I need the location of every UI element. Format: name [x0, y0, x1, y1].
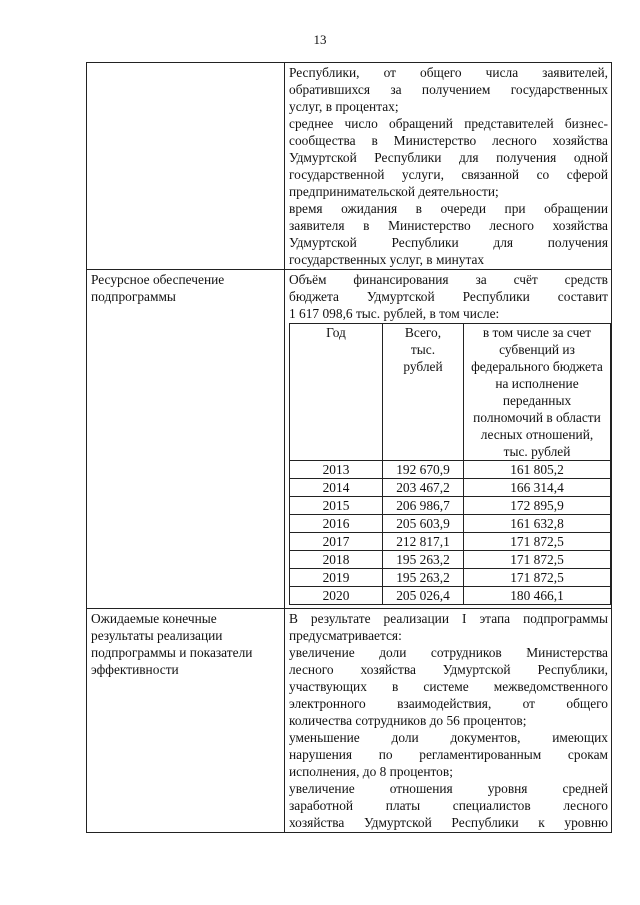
row-indicators — [87, 63, 612, 270]
row-results — [87, 609, 612, 833]
row-resources — [87, 270, 612, 609]
header-subvention — [464, 324, 611, 461]
financing-header-row — [290, 324, 611, 461]
cell-subvention: 180 466,1 — [464, 587, 611, 605]
cell-year: 2017 — [290, 533, 383, 551]
text-line: уменьшение доли документов, имеющих — [289, 730, 608, 745]
cell-year: 2015 — [290, 497, 383, 515]
text-line: государственных услуг, в минутах — [289, 252, 485, 267]
label-line: Ресурсное обеспечение — [91, 272, 225, 287]
cell-year: 2014 — [290, 479, 383, 497]
header-line: переданных — [502, 393, 572, 408]
cell-total: 205 603,9 — [383, 515, 464, 533]
header-line: федерального бюджета — [471, 359, 603, 374]
text-line: заявителя в Министерство лесного хозяйства — [289, 218, 608, 233]
text-line: Объём финансирования за счёт средств — [289, 272, 608, 287]
cell-subvention: 171 872,5 — [464, 569, 611, 587]
text-line: электронного взаимодействия, от общего — [289, 696, 608, 711]
header-line: лесных отношений, — [480, 427, 594, 442]
text-line: Республики, от общего числа заявителей, — [289, 65, 608, 80]
text-line: Удмуртской Республики для получения — [289, 235, 608, 250]
header-line: на исполнение — [495, 376, 579, 391]
cell-subvention: 161 632,8 — [464, 515, 611, 533]
text-line: хозяйства Удмуртской Республики к уровню — [289, 815, 608, 830]
financing-table — [289, 323, 611, 605]
cell-subvention: 171 872,5 — [464, 533, 611, 551]
header-line: полномочий в области — [473, 410, 601, 425]
text-line: услуг, в процентах; — [289, 99, 399, 114]
cell-total: 205 026,4 — [383, 587, 464, 605]
header-line: тыс. — [410, 342, 436, 357]
text-line: время ожидания в очереди при обращении — [289, 201, 608, 216]
text-line: исполнения, до 8 процентов; — [289, 764, 453, 779]
table-row — [290, 461, 611, 479]
cell-year: 2016 — [290, 515, 383, 533]
table-row — [290, 497, 611, 515]
text-line: государственной услуги, связанной со сферой — [289, 167, 608, 182]
passport-table — [86, 62, 612, 833]
cell-total: 212 817,1 — [383, 533, 464, 551]
label-line: подпрограммы и показатели — [91, 645, 253, 660]
cell-year: 2018 — [290, 551, 383, 569]
text-line: среднее число обращений представителей бизнес- — [289, 116, 608, 131]
cell-year: 2020 — [290, 587, 383, 605]
text-line: В результате реализации I этапа подпрограммы — [289, 611, 608, 626]
cell-subvention: 166 314,4 — [464, 479, 611, 497]
cell-year: 2013 — [290, 461, 383, 479]
header-line: Год — [326, 325, 346, 340]
table-row — [290, 479, 611, 497]
cell-year: 2019 — [290, 569, 383, 587]
text-line: бюджета Удмуртской Республики составит — [289, 289, 608, 304]
page-number: 13 — [313, 32, 327, 47]
text-line: 1 617 098,6 тыс. рублей, в том числе: — [289, 306, 500, 321]
financing-intro — [289, 271, 608, 322]
label-line: Ожидаемые конечные — [91, 611, 217, 626]
header-line: Всего, — [404, 325, 442, 340]
row-resources-content — [285, 270, 612, 609]
text-line: лесного хозяйства Удмуртской Республики, — [289, 662, 608, 677]
header-line: рублей — [403, 359, 443, 374]
header-line: субвенций из — [499, 342, 575, 357]
text-line: увеличение отношения уровня средней — [289, 781, 608, 796]
cell-total: 195 263,2 — [383, 551, 464, 569]
text-line: обратившихся за получением государственных — [289, 82, 608, 97]
row-results-text — [285, 609, 612, 833]
text-line: участвующих в системе межведомственного — [289, 679, 608, 694]
row-indicators-label — [87, 63, 285, 270]
header-line: в том числе за счет — [482, 325, 592, 340]
table-row — [290, 515, 611, 533]
table-row — [290, 587, 611, 605]
row-resources-label — [87, 270, 285, 609]
label-line: результаты реализации — [91, 628, 223, 643]
table-row — [290, 533, 611, 551]
cell-subvention: 172 895,9 — [464, 497, 611, 515]
cell-total: 206 986,7 — [383, 497, 464, 515]
cell-total: 192 670,9 — [383, 461, 464, 479]
text-line: сообщества в Министерство лесного хозяйства — [289, 133, 608, 148]
row-indicators-text — [285, 63, 612, 270]
text-line: увеличение доли сотрудников Министерства — [289, 645, 608, 660]
header-line: тыс. рублей — [503, 444, 571, 459]
text-line: нарушения по регламентированным срокам — [289, 747, 608, 762]
text-line: предпринимательской деятельности; — [289, 184, 499, 199]
row-results-label — [87, 609, 285, 833]
header-total — [383, 324, 464, 461]
text-line: количества сотрудников до 56 процентов; — [289, 713, 527, 728]
cell-subvention: 161 805,2 — [464, 461, 611, 479]
text-line: предусматривается: — [289, 628, 402, 643]
cell-subvention: 171 872,5 — [464, 551, 611, 569]
cell-total: 203 467,2 — [383, 479, 464, 497]
table-row — [290, 551, 611, 569]
text-line: Удмуртской Республики для получения одной — [289, 150, 608, 165]
table-row — [290, 569, 611, 587]
text-line: заработной платы специалистов лесного — [289, 798, 608, 813]
cell-total: 195 263,2 — [383, 569, 464, 587]
label-line: подпрограммы — [91, 289, 176, 304]
header-year — [290, 324, 383, 461]
label-line: эффективности — [91, 662, 179, 677]
